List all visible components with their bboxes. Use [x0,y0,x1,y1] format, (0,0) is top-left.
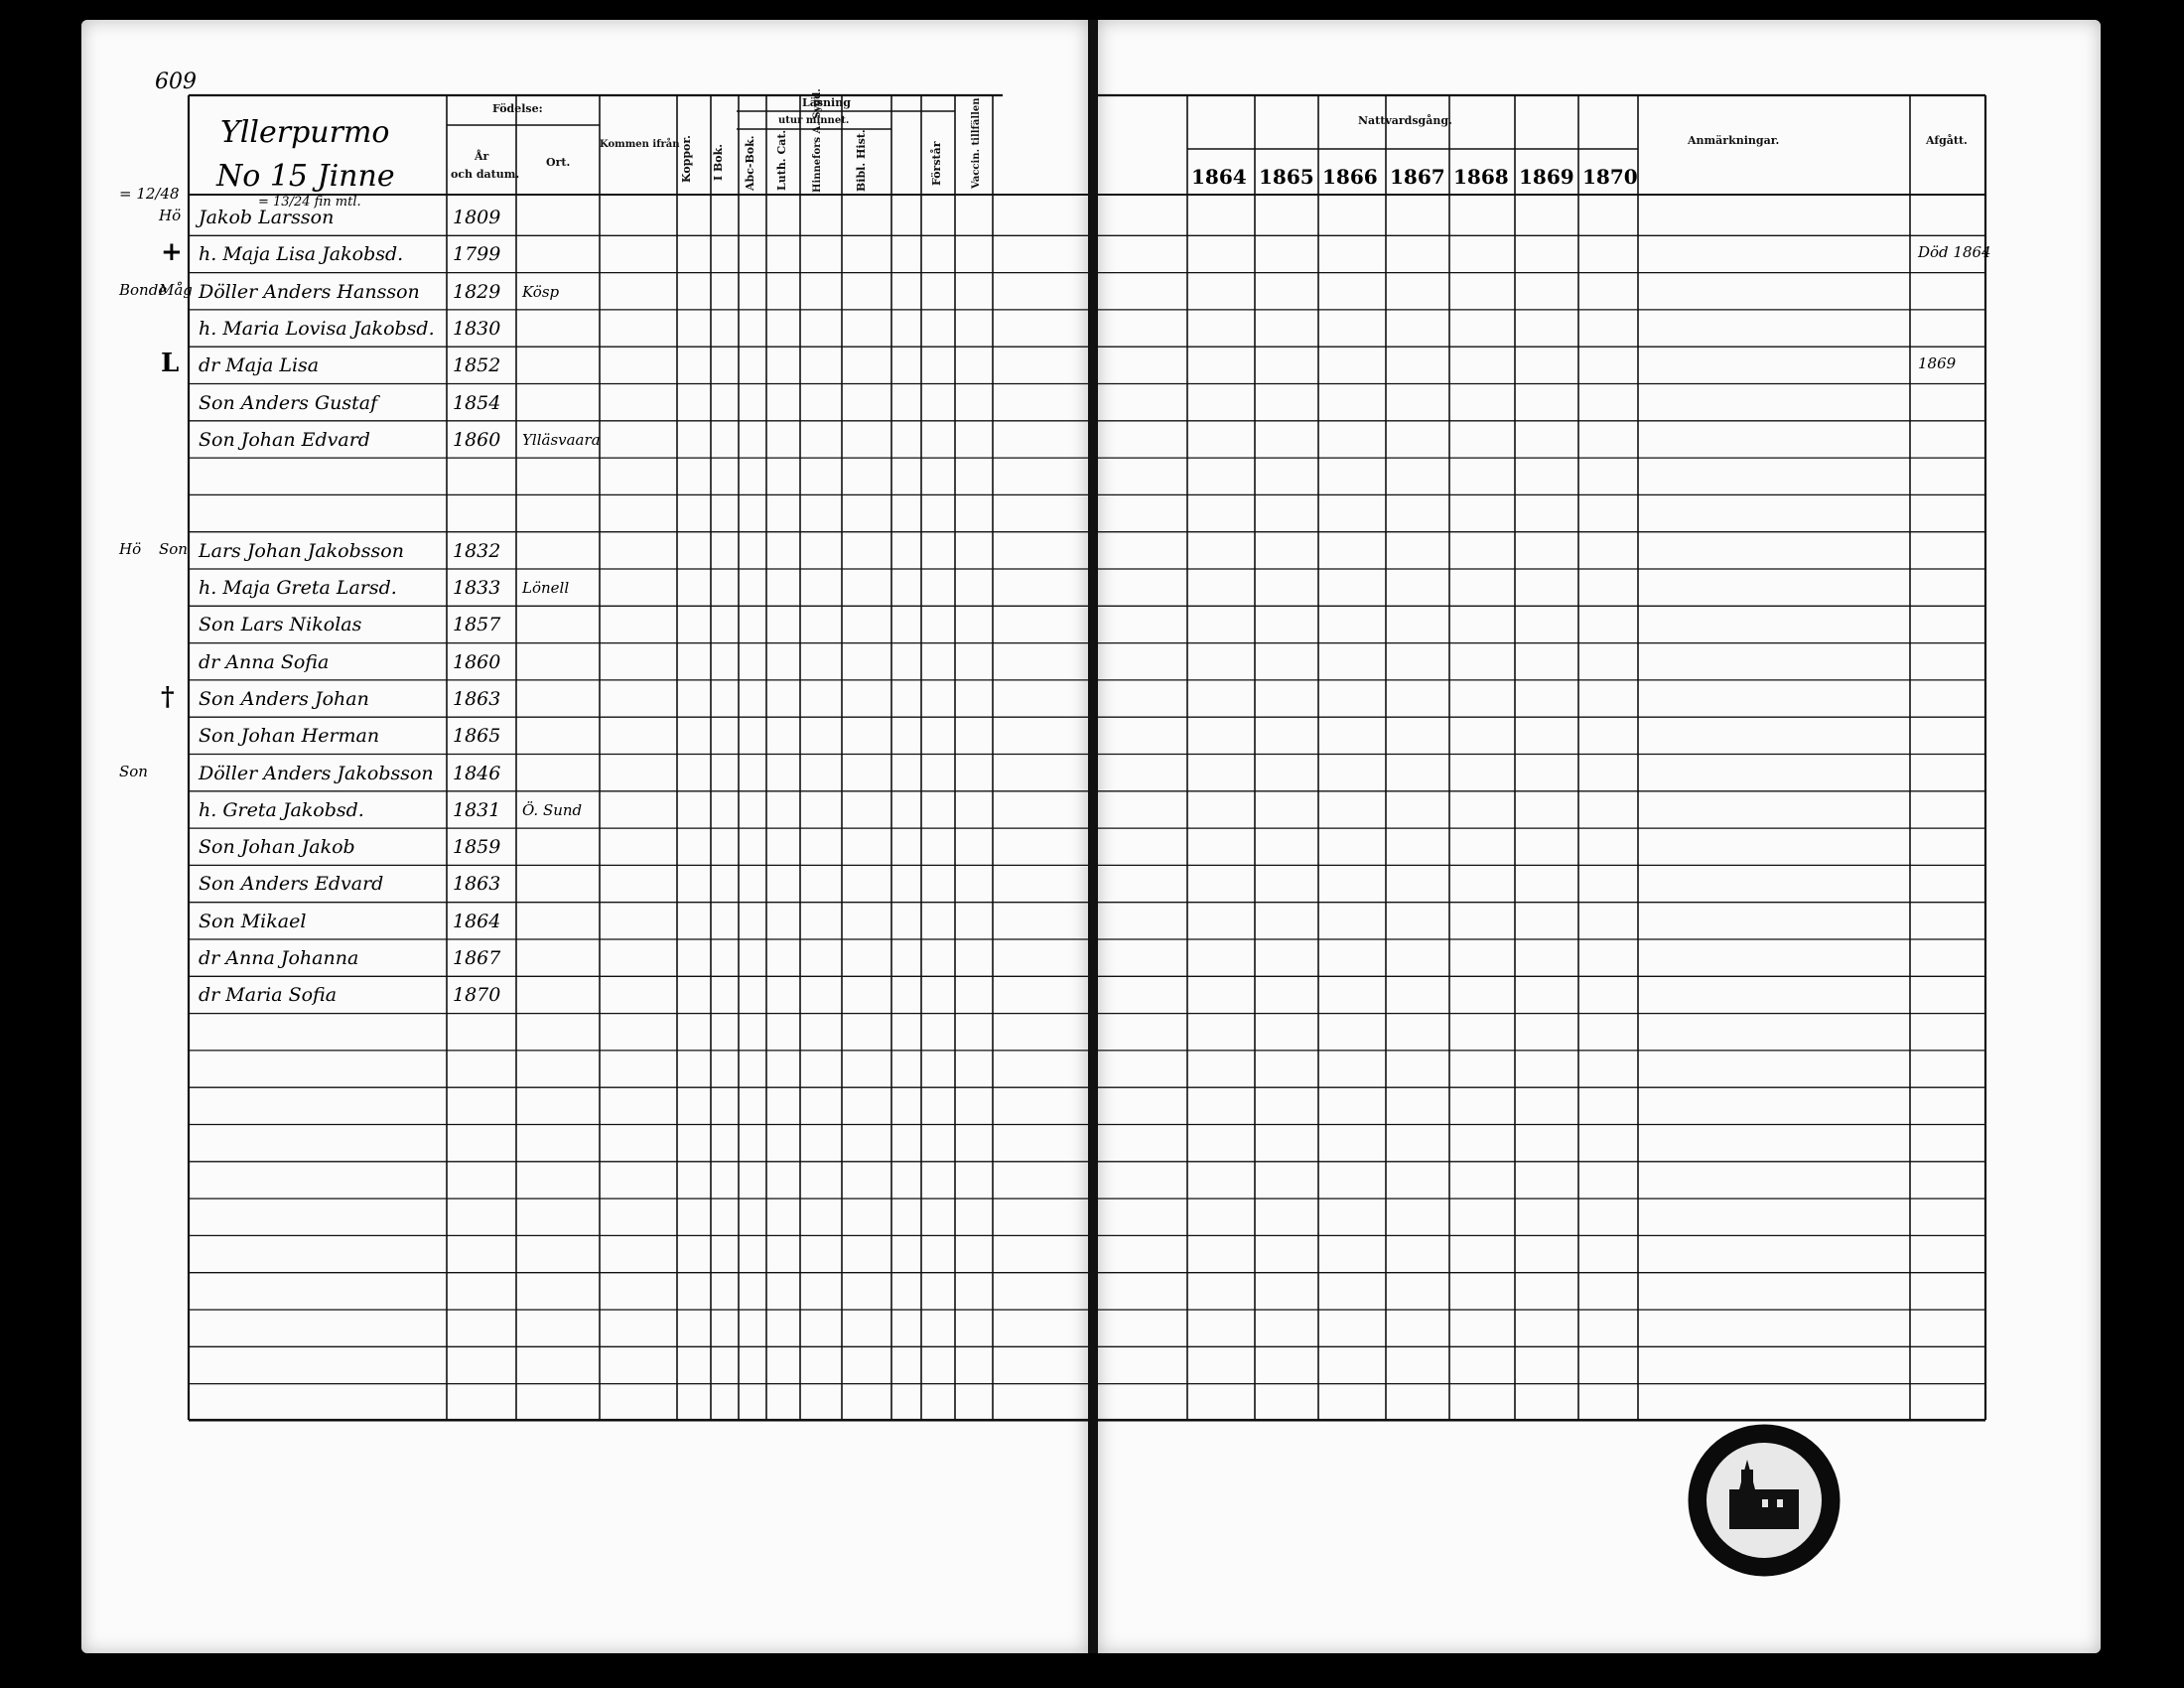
household-mark: = 12/48 [119,185,180,203]
birth-place: Ö. Sund [522,800,583,819]
birth-year: 1831 [453,798,501,821]
birth-year: 1854 [453,391,501,414]
heading-farm: No 15 Jinne [216,159,395,194]
birth-year: 1809 [453,207,501,228]
birth-year: 1830 [453,317,501,340]
header-datum: och datum. [451,168,520,181]
header-kommen: Kommen ifrån [600,139,680,150]
person-name: h. Maja Greta Larsd. [199,577,397,599]
book-gutter [1088,20,1098,1653]
person-name: h. Greta Jakobsd. [199,798,364,821]
afgatt-note: 1869 [1918,354,1957,373]
right-page [1098,20,2101,1653]
household-mark: Hö [159,207,182,224]
birth-year: 1829 [453,280,501,303]
birth-place: Lönell [522,579,570,597]
household-mark: Måg [159,280,193,299]
person-name: Son Lars Nikolas [199,614,362,636]
person-name: Son Anders Edvard [199,873,384,896]
person-name: Döller Anders Jakobsson [199,762,434,784]
person-name: dr Maja Lisa [199,354,320,377]
person-name: h. Maria Lovisa Jakobsd. [199,317,435,340]
household-mark: Bonde [119,280,168,299]
death-mark: † [161,681,175,712]
header-afgatt: Afgått. [1926,134,1968,147]
header-koppor: Koppor. [680,135,693,183]
year-header: 1865 [1259,165,1314,189]
header-ibok: I Bok. [712,143,725,181]
header-lasning: Läsning [802,96,851,109]
birth-year: 1860 [453,428,501,451]
person-name: Son Johan Edvard [199,428,370,451]
heading-place: Yllerpurmo [220,115,390,150]
header-vaccin: Vaccin. tillfällen [971,97,982,189]
birth-year: 1833 [453,577,501,599]
birth-year: 1846 [453,762,501,784]
birth-year: 1832 [453,539,501,562]
year-header: 1864 [1191,165,1247,189]
birth-year: 1860 [453,650,501,673]
birth-year: 1863 [453,873,501,896]
header-bibl: Bibl. Hist. [855,129,868,193]
year-header: 1866 [1322,165,1378,189]
person-name: Son Anders Gustaf [199,391,378,414]
birth-place: Ylläsvaara [522,430,601,449]
header-ar: År [475,150,489,163]
person-name: dr Anna Sofia [199,650,330,673]
birth-year: 1852 [453,354,501,377]
person-name: Lars Johan Jakobsson [199,539,404,562]
page-number: 609 [155,70,197,94]
heading-note: = 13/24 fin mtl. [258,195,361,210]
birth-year: 1865 [453,725,501,748]
person-name: Son Anders Johan [199,687,369,710]
person-name: Döller Anders Hansson [199,280,420,303]
death-mark: + [161,237,183,268]
birth-year: 1867 [453,947,501,969]
birth-place: Kösp [522,282,560,301]
person-name: dr Anna Johanna [199,947,359,969]
header-ort: Ort. [546,156,571,169]
birth-year: 1870 [453,984,501,1007]
year-header: 1870 [1582,165,1638,189]
person-name: h. Maja Lisa Jakobsd. [199,243,404,266]
header-abc: Abc-Bok. [744,135,756,191]
person-name: Son Mikael [199,910,307,932]
household-mark: Son [159,539,188,558]
person-name: Son Johan Herman [199,725,380,748]
birth-year: 1857 [453,614,501,636]
person-name: Jakob Larsson [199,207,335,228]
header-nattvard: Nattvardsgång. [1358,114,1452,127]
death-mark: L [161,349,180,379]
birth-year: 1864 [453,910,501,932]
afgatt-note: Död 1864 [1918,243,1991,262]
year-header: 1868 [1453,165,1509,189]
header-utur: utur minnet. [778,115,850,126]
person-name: dr Maria Sofia [199,984,338,1007]
year-header: 1869 [1519,165,1574,189]
header-fodelse: Födelse: [492,102,543,115]
birth-year: 1859 [453,836,501,859]
header-luth: Luth. Cat. [775,129,788,191]
person-name: Son Johan Jakob [199,836,355,859]
header-forstar: Förstår [930,141,943,187]
birth-year: 1799 [453,243,501,266]
household-mark: Son [119,762,148,780]
household-mark: Hö [119,539,142,558]
header-hinne: Hinnefors A. Sygd. [812,88,823,193]
year-header: 1867 [1390,165,1445,189]
birth-year: 1863 [453,687,501,710]
header-anmarkningar: Anmärkningar. [1688,134,1780,147]
